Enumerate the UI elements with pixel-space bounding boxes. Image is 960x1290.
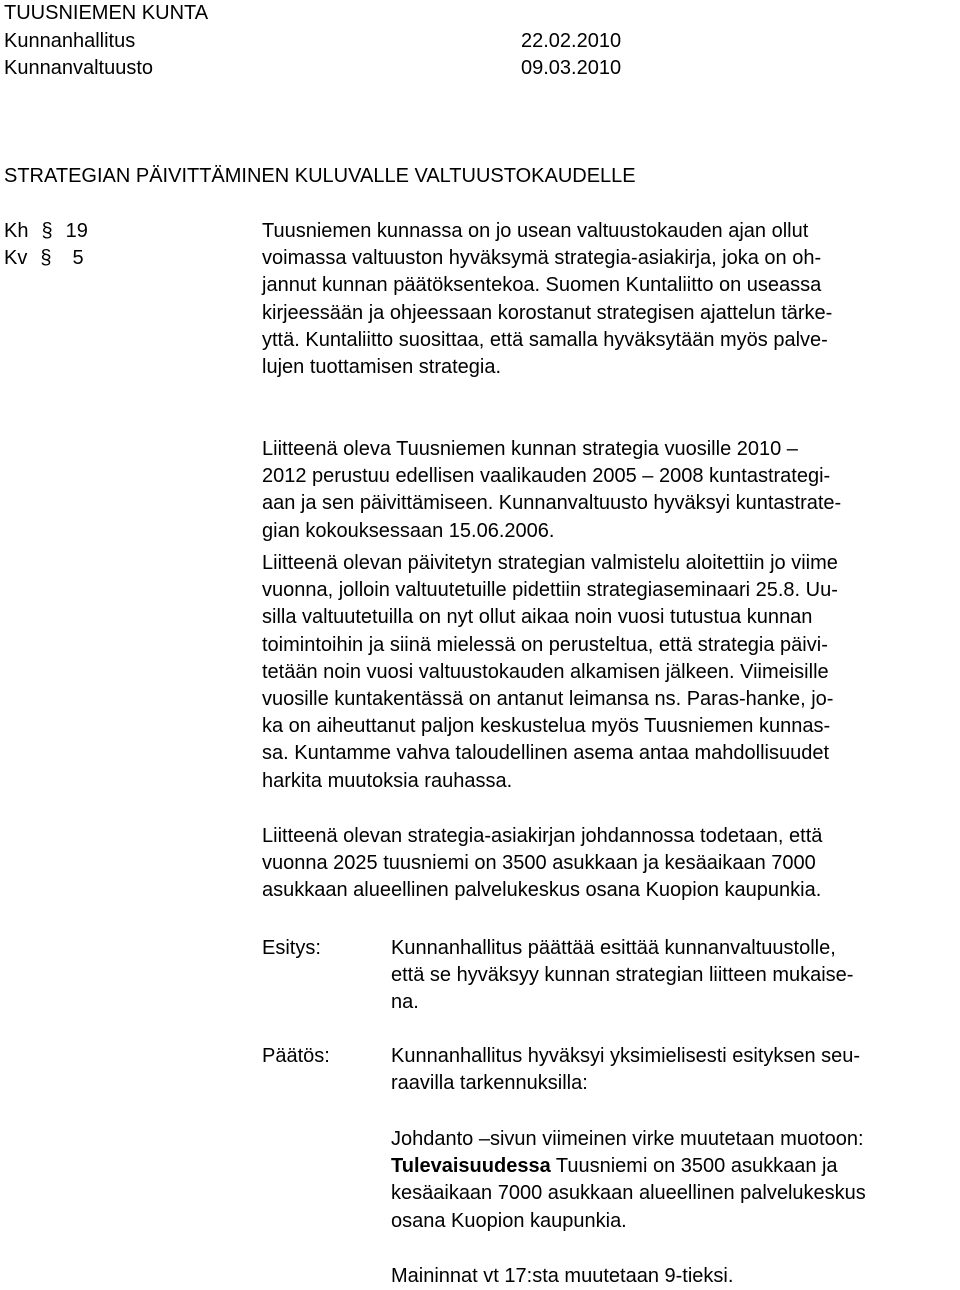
text-line: jannut kunnan päätöksentekoa. Suomen Kuntaliitto on useassa [262,274,822,297]
text-line: silla valtuutetuilla on nyt ollut aikaa noin vuosi tutustua kunnan [262,606,813,629]
meeting-date-2: 09.03.2010 [521,57,622,79]
meeting-body-1: Kunnanhallitus [4,30,136,52]
text-line: aan ja sen päivittämiseen. Kunnanvaltuusto hyväksyi kuntastrate- [262,492,842,515]
text-line: Maininnat vt 17:sta muutetaan 9-tieksi. [391,1265,734,1287]
text-line: sa. Kuntamme vahva taloudellinen asema antaa mahdollisuudet [262,742,830,765]
text-line: vuosille kuntakentässä on antanut leimansa ns. Paras-hanke, jo- [262,688,834,711]
text-line: että se hyväksyy kunnan strategian liitteen mukaise- [391,964,854,987]
section-ref-kv [4,245,84,272]
text-line: ka on aiheuttanut paljon keskustelua myös Tuusniemen kunnas- [262,715,831,738]
text-line: harkita muutoksia rauhassa. [262,769,513,792]
proposal-text [391,935,853,1017]
text-line: tetään noin vuosi valtuustokauden alkamisen jälkeen. Viimeisille [262,660,829,683]
organization-name: TUUSNIEMEN KUNTA [4,2,209,24]
text-line: na. [391,991,419,1014]
proposal-label: Esitys: [262,937,321,959]
decision-label: Päätös: [262,1045,330,1067]
text-line: vuonna 2025 tuusniemi on 3500 asukkaan ja kesäaikaan 7000 [262,852,816,875]
text-line: Liitteenä olevan strategia-asiakirjan johdannossa todetaan, että [262,825,823,847]
document-title: STRATEGIAN PÄIVITTÄMINEN KULUVALLE VALTUUSTOKAUDELLE [4,165,636,187]
text-line: asukkaan alueellinen palvelukeskus osana Kuopion kaupunkia. [262,879,822,902]
text-line: Liitteenä olevan päivitetyn strategian valmistelu aloitettiin jo viime [262,552,838,574]
text-line: Kunnanhallitus hyväksyi yksimielisesti esityksen seu- [391,1045,861,1067]
section-symbol: § [40,247,52,269]
emphasized-word: Tulevaisuudessa [391,1155,551,1178]
text-fragment: Tuusniemi on 3500 asukkaan ja [550,1155,838,1178]
text-line: raavilla tarkennuksilla: [391,1072,588,1095]
text-line [391,1153,866,1180]
section-ref-body: Kv [4,247,28,269]
section-symbol: § [41,220,53,242]
text-line: Johdanto –sivun viimeinen virke muutetaan muotoon: [391,1128,864,1150]
section-ref-kh [4,218,88,245]
text-line: gian kokouksessaan 15.06.2006. [262,519,555,542]
decision-amendment [391,1126,866,1235]
text-line: kirjeessään ja ohjeessaan korostanut strategisen ajattelun tärke- [262,301,833,324]
text-line: yttä. Kuntaliitto suosittaa, että samalla hyväksytään myös palve- [262,328,828,351]
text-line: Tuusniemen kunnassa on jo usean valtuustokauden ajan ollut [262,220,809,242]
text-line: kesäaikaan 7000 asukkaan alueellinen palvelukeskus [391,1182,866,1205]
text-line: vuonna, jolloin valtuutetuille pidettiin strategiaseminaari 25.8. Uu- [262,579,838,602]
text-line: lujen tuottamisen strategia. [262,356,502,379]
section-ref-body: Kh [4,220,29,242]
paragraph-4 [262,823,960,905]
text-line: osana Kuopion kaupunkia. [391,1209,627,1232]
section-ref-number: 5 [72,247,84,269]
paragraph-2 [262,436,960,545]
paragraph-3 [262,550,960,795]
decision-note [391,1263,733,1290]
meeting-date-1: 22.02.2010 [521,30,622,52]
text-line: voimassa valtuuston hyväksymä strategia-asiakirja, joka on oh- [262,247,822,270]
text-line: Liitteenä oleva Tuusniemen kunnan strategia vuosille 2010 – [262,438,798,460]
meeting-body-2: Kunnanvaltuusto [4,57,154,79]
text-line: Kunnanhallitus päättää esittää kunnanvaltuustolle, [391,937,836,959]
decision-text [391,1043,860,1097]
text-line: 2012 perustuu edellisen vaalikauden 2005 – 2008 kuntastrategi- [262,465,831,488]
text-line: toimintoihin ja siinä mielessä on perusteltua, että strategia päivi- [262,633,828,656]
section-ref-number: 19 [65,220,88,242]
paragraph-1 [262,218,960,381]
